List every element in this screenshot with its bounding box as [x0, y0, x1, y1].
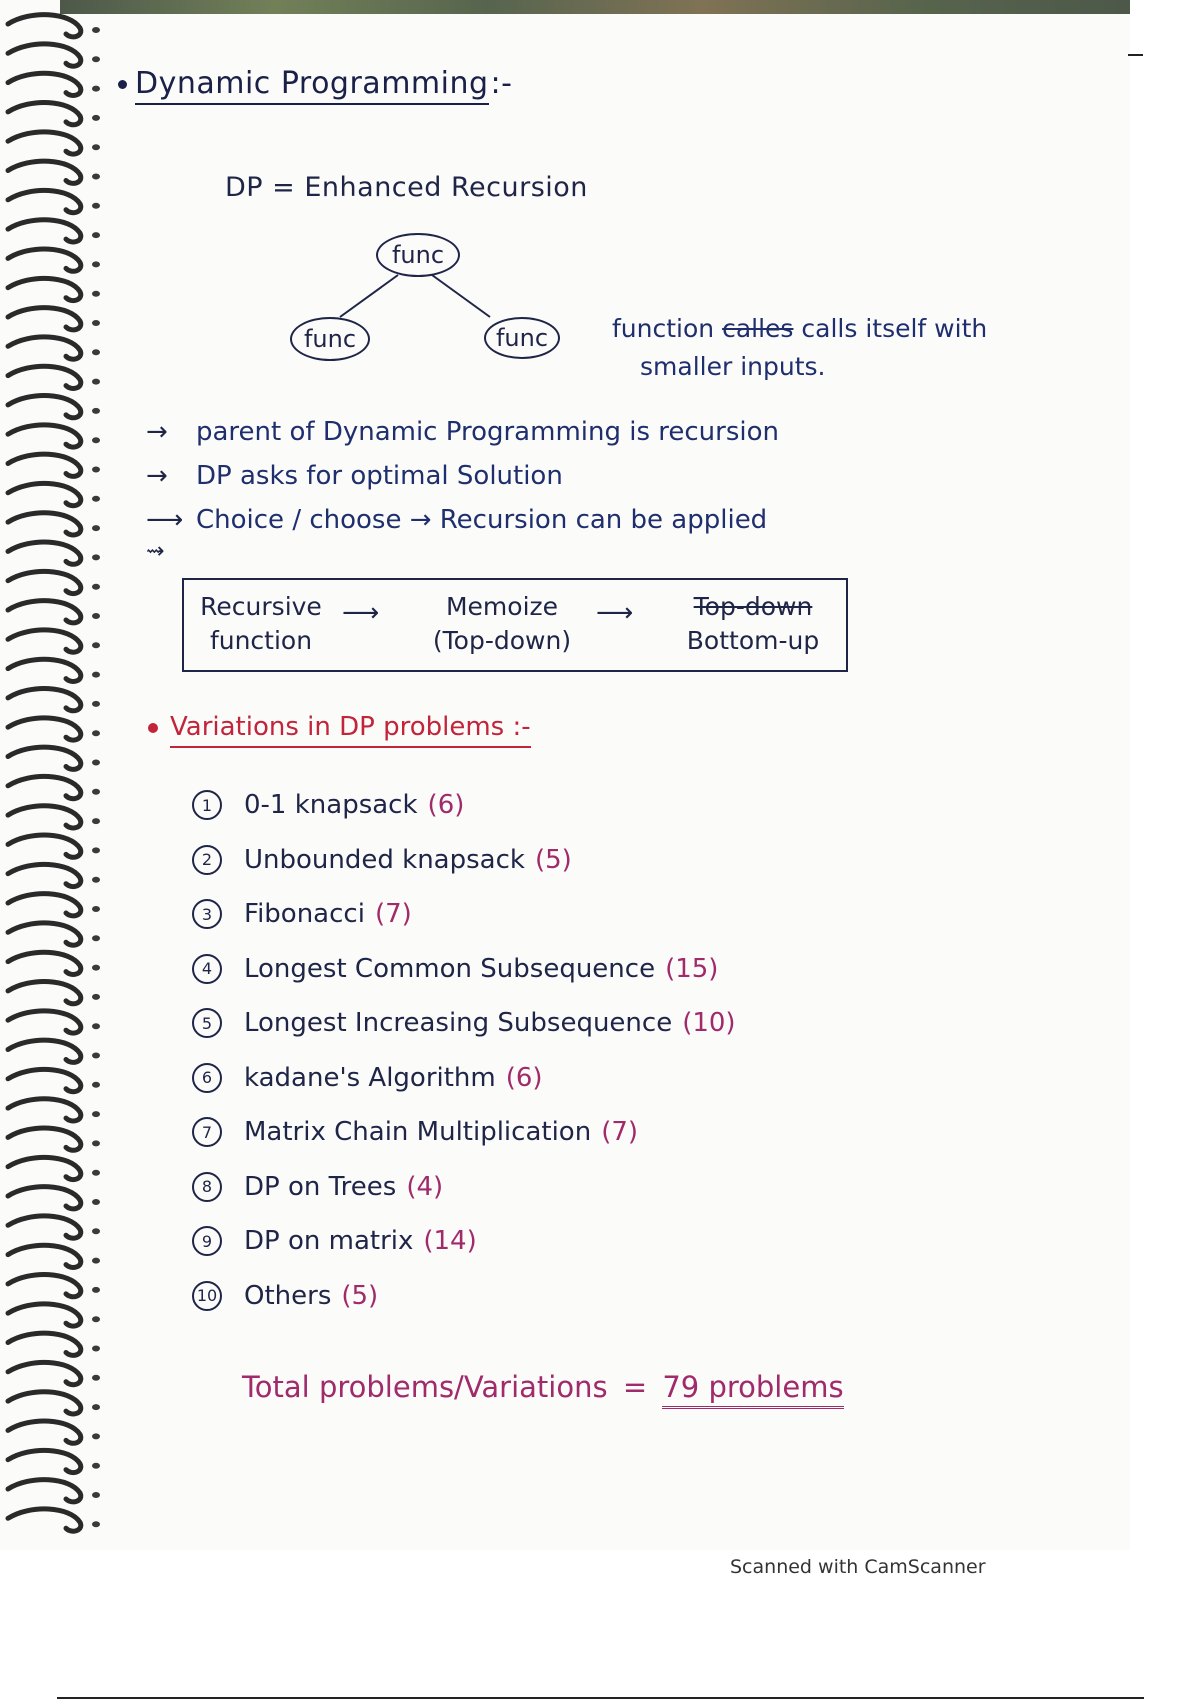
spiral-ring: [8, 1333, 81, 1355]
spiral-ring: [8, 601, 81, 623]
spiral-ring: [8, 396, 81, 418]
circled-number-icon: 10: [192, 1281, 222, 1311]
punch-hole: [92, 203, 100, 209]
punch-hole: [92, 965, 100, 971]
problem-count: (7): [374, 899, 412, 930]
circled-number-icon: 9: [192, 1226, 222, 1256]
spiral-ring: [8, 864, 81, 886]
problem-count: (7): [601, 1117, 639, 1148]
spiral-ring: [8, 542, 81, 564]
circled-number-icon: 2: [192, 845, 222, 875]
problem-count: (5): [341, 1280, 379, 1311]
list-item: [192, 833, 992, 888]
flow-step-memoize: Memoize (Top-down): [432, 592, 572, 655]
cover-edge: [60, 0, 1130, 14]
spiral-ring: [8, 103, 81, 125]
scanner-watermark: Scanned with CamScanner: [730, 1556, 986, 1578]
struck-word: calles: [722, 314, 794, 343]
recursion-note: [612, 310, 1042, 386]
list-item: [192, 942, 992, 997]
spiral-ring: [8, 747, 81, 769]
punch-hole: [92, 496, 100, 502]
spiral-ring: [8, 161, 81, 183]
spiral-ring: [8, 483, 81, 505]
punch-hole: [92, 701, 100, 707]
punch-hole: [92, 1287, 100, 1293]
punch-hole: [92, 906, 100, 912]
arrow-right-icon: ⟶: [342, 598, 380, 628]
punch-hole: [92, 437, 100, 443]
spiral-ring: [8, 1509, 81, 1531]
punch-hole: [92, 261, 100, 267]
punch-hole: [92, 1521, 100, 1527]
punch-hole: [92, 379, 100, 385]
spiral-ring: [8, 44, 81, 66]
punch-hole: [92, 56, 100, 62]
problem-count: (6): [427, 790, 465, 821]
spiral-ring: [8, 1392, 81, 1414]
variations-list: [192, 778, 992, 1323]
punch-hole: [92, 1082, 100, 1088]
spiral-ring: [8, 1069, 81, 1091]
spiral-ring: [8, 689, 81, 711]
punch-hole: [92, 1170, 100, 1176]
point-1: → parent of Dynamic Programming is recursion: [146, 410, 946, 454]
recursion-note-line2: smaller inputs.: [640, 352, 826, 381]
edge-mark: [1128, 54, 1143, 56]
spiral-ring: [8, 1157, 81, 1179]
punch-hole: [92, 144, 100, 150]
punch-hole: [92, 291, 100, 297]
tree-edge-right: [432, 275, 490, 317]
point-3: ⟶ Choice / choose → Recursion can be applied: [146, 498, 946, 542]
spiral-ring: [8, 1421, 81, 1443]
punch-hole: [92, 554, 100, 560]
punch-hole: [92, 789, 100, 795]
circled-number-icon: 8: [192, 1172, 222, 1202]
spiral-ring: [8, 1362, 81, 1384]
punch-hole: [92, 1433, 100, 1439]
punch-hole: [92, 935, 100, 941]
spiral-ring: [8, 1040, 81, 1062]
punch-hole: [92, 994, 100, 1000]
punch-hole: [92, 27, 100, 33]
tree-edge-left: [340, 275, 398, 317]
bullet-icon: [148, 723, 158, 733]
arrow-right-icon: ⟶: [146, 505, 184, 535]
punch-hole: [92, 760, 100, 766]
punch-hole: [92, 642, 100, 648]
flow-step-bottom-up: Top-down Bottom-up: [686, 592, 820, 655]
spiral-ring: [8, 982, 81, 1004]
circled-number-icon: 6: [192, 1063, 222, 1093]
punch-hole: [92, 1463, 100, 1469]
punch-hole: [92, 232, 100, 238]
spiral-ring: [8, 425, 81, 447]
punch-hole: [92, 1375, 100, 1381]
punch-hole: [92, 1023, 100, 1029]
variation-name: Longest Increasing Subsequence: [244, 1008, 673, 1039]
punch-hole: [92, 525, 100, 531]
spiral-binding: [0, 0, 110, 1550]
spiral-ring: [8, 190, 81, 212]
page-title: Dynamic Programming:-: [118, 66, 512, 101]
punch-hole: [92, 1492, 100, 1498]
list-item: [192, 1051, 992, 1106]
variation-name: Unbounded knapsack: [244, 844, 525, 875]
spiral-ring: [8, 513, 81, 535]
bullet-icon: [118, 80, 127, 89]
punch-hole: [92, 1404, 100, 1410]
recursion-note-line1: function calles calls itself with: [612, 314, 988, 343]
spiral-ring: [8, 923, 81, 945]
tree-node-root: func: [376, 233, 460, 277]
spiral-ring: [8, 1450, 81, 1472]
total-value: 79 problems: [662, 1370, 843, 1409]
list-item: [192, 887, 992, 942]
variation-name: Matrix Chain Multiplication: [244, 1117, 592, 1148]
list-item: [192, 778, 992, 833]
problem-count: (15): [665, 953, 719, 984]
spiral-ring: [8, 308, 81, 330]
spiral-ring: [8, 249, 81, 271]
spiral-ring: [8, 952, 81, 974]
tree-node-right: func: [484, 317, 560, 359]
punch-hole: [92, 1140, 100, 1146]
punch-hole: [92, 672, 100, 678]
punch-hole: [92, 1228, 100, 1234]
spiral-ring: [8, 835, 81, 857]
punch-hole: [92, 1199, 100, 1205]
circled-number-icon: 4: [192, 954, 222, 984]
spiral-ring: [8, 806, 81, 828]
circled-number-icon: 5: [192, 1008, 222, 1038]
punch-hole: [92, 1111, 100, 1117]
list-item: [192, 1105, 992, 1160]
punch-hole: [92, 613, 100, 619]
spiral-ring: [8, 1216, 81, 1238]
problem-count: (14): [423, 1226, 477, 1257]
circled-number-icon: 1: [192, 790, 222, 820]
problem-count: (10): [682, 1008, 736, 1039]
punch-hole: [92, 174, 100, 180]
circled-number-icon: 7: [192, 1117, 222, 1147]
scribbled-arrow-icon: ⇝: [146, 539, 165, 564]
spiral-ring: [8, 718, 81, 740]
problem-count: (4): [406, 1171, 444, 1202]
spiral-ring: [8, 220, 81, 242]
spiral-ring: [8, 337, 81, 359]
spiral-ring: [8, 571, 81, 593]
dp-approach-flow: [182, 578, 848, 672]
bottom-rule: [57, 1697, 1144, 1699]
spiral-ring: [8, 1128, 81, 1150]
punch-hole: [92, 86, 100, 92]
spiral-ring: [8, 132, 81, 154]
spiral-ring: [8, 630, 81, 652]
spiral-ring: [8, 73, 81, 95]
dp-equation: DP = Enhanced Recursion: [225, 172, 588, 203]
list-item: [192, 1160, 992, 1215]
list-item: [192, 996, 992, 1051]
punch-hole: [92, 320, 100, 326]
punch-hole: [92, 847, 100, 853]
variation-name: Others: [244, 1280, 332, 1311]
total-line: Total problems/Variations = 79 problems: [242, 1370, 844, 1404]
spiral-ring: [8, 366, 81, 388]
spiral-ring: [8, 15, 81, 37]
spiral-ring: [8, 1275, 81, 1297]
spiral-ring: [8, 1480, 81, 1502]
flow-step-recursive: Recursive function: [200, 592, 322, 655]
variation-name: DP on matrix: [244, 1226, 414, 1257]
punch-hole: [92, 1316, 100, 1322]
variation-name: kadane's Algorithm: [244, 1062, 496, 1093]
point-2: → DP asks for optimal Solution: [146, 454, 946, 498]
spiral-ring: [8, 1245, 81, 1267]
variations-heading: Variations in DP problems :-: [148, 712, 531, 742]
spiral-ring: [8, 776, 81, 798]
punch-hole: [92, 818, 100, 824]
variation-name: Longest Common Subsequence: [244, 953, 656, 984]
punch-hole: [92, 1053, 100, 1059]
punch-hole: [92, 408, 100, 414]
variation-name: 0-1 knapsack: [244, 790, 418, 821]
spiral-ring: [8, 659, 81, 681]
problem-count: (5): [534, 844, 572, 875]
spiral-ring: [8, 1304, 81, 1326]
spiral-ring: [8, 1011, 81, 1033]
spiral-ring: [8, 278, 81, 300]
variation-name: DP on Trees: [244, 1171, 397, 1202]
variation-name: Fibonacci: [244, 899, 365, 930]
recursion-tree: [280, 225, 600, 365]
punch-hole: [92, 1346, 100, 1352]
spiral-ring: [8, 1099, 81, 1121]
punch-hole: [92, 877, 100, 883]
tree-node-left: func: [290, 317, 370, 361]
spiral-ring: [8, 894, 81, 916]
list-item: [192, 1214, 992, 1269]
list-item: [192, 1269, 992, 1324]
punch-hole: [92, 115, 100, 121]
punch-hole: [92, 730, 100, 736]
arrow-right-icon: →: [146, 461, 168, 491]
problem-count: (6): [505, 1062, 543, 1093]
punch-hole: [92, 467, 100, 473]
spiral-ring: [8, 454, 81, 476]
punch-hole: [92, 1258, 100, 1264]
spiral-ring: [8, 1187, 81, 1209]
arrow-right-icon: →: [146, 417, 168, 447]
circled-number-icon: 3: [192, 899, 222, 929]
key-points: [146, 410, 946, 566]
arrow-right-icon: ⟶: [596, 598, 634, 628]
punch-hole: [92, 349, 100, 355]
punch-hole: [92, 584, 100, 590]
